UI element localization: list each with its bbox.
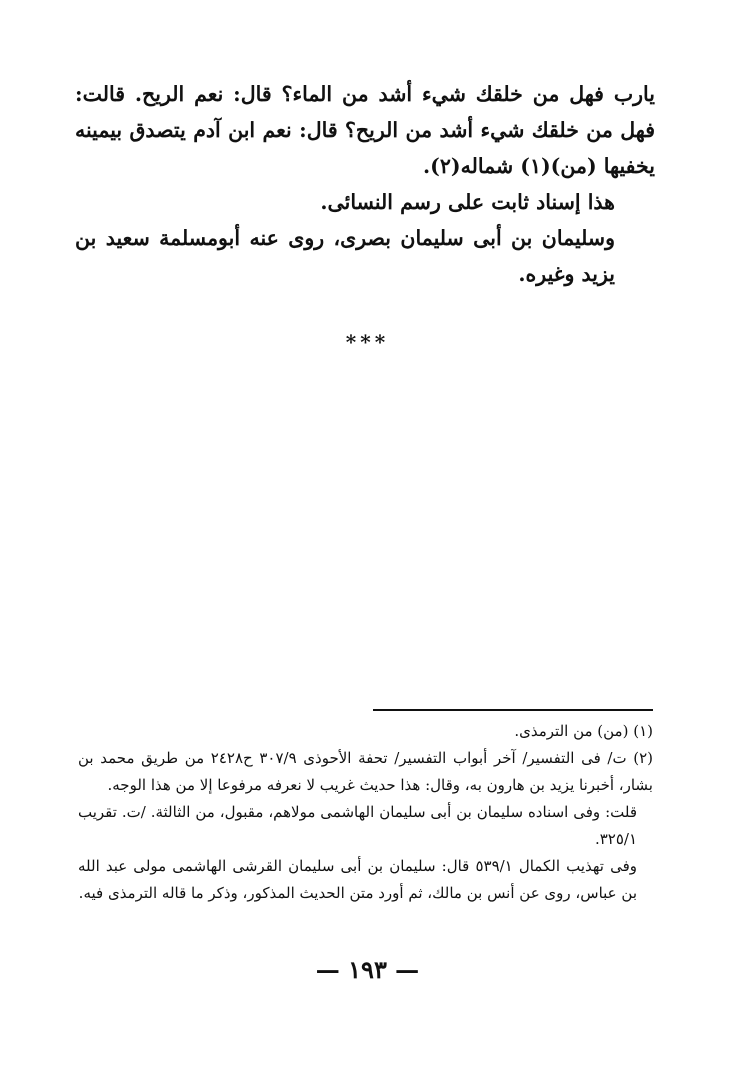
main-paragraph-hadith: يارب فهل من خلقك شيء أشد من الماء؟ قال: نعم الريح. قالت: فهل من خلقك شيء أشد من الريح؟ قال: نعم ابن آدم يتصدق بيمينه يخفيها (من)(١) شماله(٢). (75, 82, 655, 178)
page-number: — ١٩٣ — (315, 955, 420, 984)
footnote-divider (373, 709, 653, 711)
main-paragraph-narrator-note: وسليمان بن أبى سليمان بصرى، روى عنه أبومسلمة سعيد بن يزيد وغيره. (75, 226, 615, 286)
footnote-comment: قلت: وفى اسناده سليمان بن أبى سليمان الهاشمى مولاهم، مقبول، من الثالثة. /ت. تقريب ٣٢٥/١. (78, 803, 637, 848)
footnote-1: (١) (من) من الترمذى. (514, 722, 653, 740)
section-separator: *** (345, 330, 390, 354)
footnotes (78, 718, 653, 907)
main-paragraph-isnad-note: هذا إسناد ثابت على رسم النسائى. (320, 190, 615, 214)
main-text-body (75, 76, 655, 292)
footnote-tahdhib: وفى تهذيب الكمال ٥٣٩/١ قال: سليمان بن أبى سليمان القرشى الهاشمى مولى عبد الله بن عباس، روى عن أنس بن مالك، ثم أورد متن الحديث المذكور، وذكر ما قاله الترمذى فيه. (78, 857, 638, 902)
footnote-2: (٢) ت/ فى التفسير/ آخر أبواب التفسير/ تحفة الأحوذى ٣٠٧/٩ ح٢٤٢٨ من طريق محمد بن بشار، أخبرنا يزيد بن هارون به، وقال: هذا حديث غريب لا نعرفه مرفوعا إلا من هذا الوجه. (78, 749, 653, 794)
